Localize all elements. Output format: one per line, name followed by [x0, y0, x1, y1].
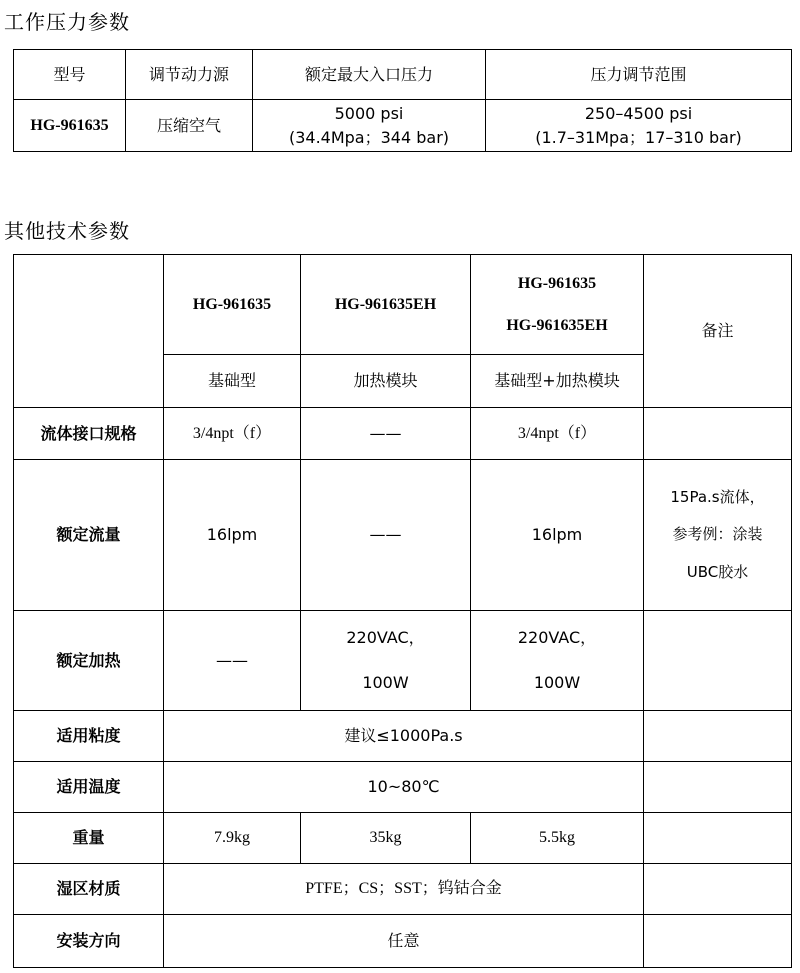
rated-heating-model-2-power: 100W: [362, 672, 409, 692]
weight-note: [644, 813, 792, 864]
rated-flow-note-line1: 15Pa.s流体，: [670, 487, 765, 506]
rated-heating-model-2-voltage: 220VAC，: [346, 627, 425, 647]
header-model-2: HG-961635EH: [301, 255, 471, 355]
table-row: [14, 915, 792, 968]
section-title-other-specs: 其他技术参数: [4, 219, 130, 243]
rated-heating-model-3: [471, 611, 644, 711]
working-pressure-table: [13, 49, 792, 152]
header-model-1: HG-961635: [164, 255, 301, 355]
weight-model-2: 35kg: [301, 813, 471, 864]
table-row: [14, 864, 792, 915]
label-weight: 重量: [14, 813, 164, 864]
mounting-orientation-note: [644, 915, 792, 968]
temperature-value: 10~80℃: [164, 762, 644, 813]
max-pressure-metric: (34.4Mpa；344 bar): [288, 127, 450, 147]
header-model-3: [471, 255, 644, 355]
rated-flow-note: [644, 460, 792, 611]
header-type-1: 基础型: [164, 355, 301, 408]
label-mounting-orientation: 安装方向: [14, 915, 164, 968]
fluid-port-model-1: 3/4npt（f）: [164, 408, 301, 460]
rated-heating-model-1: ——: [164, 611, 301, 711]
cell-power-source: 压缩空气: [126, 100, 253, 152]
fluid-port-note: [644, 408, 792, 460]
temperature-note: [644, 762, 792, 813]
other-specs-table: [13, 254, 792, 968]
viscosity-note: [644, 711, 792, 762]
table-row: [14, 813, 792, 864]
table-row: [14, 711, 792, 762]
label-fluid-port: 流体接口规格: [14, 408, 164, 460]
label-viscosity: 适用粘度: [14, 711, 164, 762]
label-rated-flow: 额定流量: [14, 460, 164, 611]
wetted-material-note: [644, 864, 792, 915]
rated-heating-model-2: [301, 611, 471, 711]
viscosity-value: 建议≤1000Pa.s: [164, 711, 644, 762]
wetted-material-value: PTFE；CS；SST；钨钴合金: [164, 864, 644, 915]
header-type-2: 加热模块: [301, 355, 471, 408]
header-pressure-range: 压力调节范围: [486, 50, 792, 100]
fluid-port-model-2: ——: [301, 408, 471, 460]
max-pressure-psi: 5000 psi: [334, 103, 404, 123]
header-model-3-line2: HG-961635EH: [506, 316, 608, 334]
rated-flow-model-2: ——: [301, 460, 471, 611]
pressure-range-psi: 250–4500 psi: [584, 103, 693, 123]
label-rated-heating: 额定加热: [14, 611, 164, 711]
cell-pressure-range: [486, 100, 792, 152]
cell-max-inlet-pressure: [253, 100, 486, 152]
rated-heating-model-3-power: 100W: [533, 672, 581, 692]
header-blank-cell: [14, 255, 164, 408]
header-model-3-line1: HG-961635: [517, 274, 597, 292]
cell-model: HG-961635: [14, 100, 126, 152]
table-row: [14, 408, 792, 460]
weight-model-1: 7.9kg: [164, 813, 301, 864]
rated-flow-note-line3: UBC胶水: [686, 562, 749, 581]
weight-model-3: 5.5kg: [471, 813, 644, 864]
table-header-row: [14, 255, 792, 355]
table-header-row: [14, 50, 792, 100]
rated-heating-note: [644, 611, 792, 711]
rated-flow-model-1: 16lpm: [164, 460, 301, 611]
table-row: [14, 611, 792, 711]
rated-heating-model-3-voltage: 220VAC，: [517, 627, 597, 647]
table-row: [14, 100, 792, 152]
mounting-orientation-value: 任意: [164, 915, 644, 968]
header-power-source: 调节动力源: [126, 50, 253, 100]
header-notes: 备注: [644, 255, 792, 408]
table-row: [14, 762, 792, 813]
rated-flow-note-line2: 参考例：涂装: [672, 525, 763, 544]
label-wetted-material: 湿区材质: [14, 864, 164, 915]
table-row: [14, 460, 792, 611]
pressure-range-metric: (1.7–31Mpa；17–310 bar): [535, 127, 742, 147]
fluid-port-model-3: 3/4npt（f）: [471, 408, 644, 460]
header-max-inlet-pressure: 额定最大入口压力: [253, 50, 486, 100]
rated-flow-model-3: 16lpm: [471, 460, 644, 611]
header-model: 型号: [14, 50, 126, 100]
section-title-working-pressure: 工作压力参数: [4, 10, 130, 34]
header-type-3: 基础型+加热模块: [471, 355, 644, 408]
label-temperature: 适用温度: [14, 762, 164, 813]
